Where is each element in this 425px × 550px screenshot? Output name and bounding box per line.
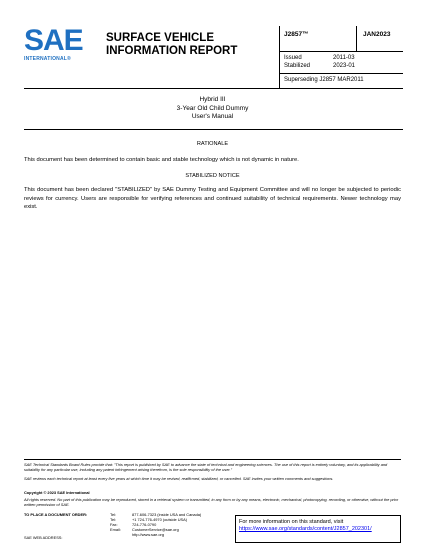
rights-text: All rights reserved. No part of this publication may be reproduced, stored in a retrieval system or transmitted, in any form or by any means, electronic, mechanical, photocopying, recording, or otherwise, without the prior written permission of SAE.: [24, 497, 399, 507]
contact-value-2: 724-776-0790: [132, 522, 157, 527]
more-info-link[interactable]: https://www.sae.org/standards/content/J2857_202301/: [239, 526, 372, 532]
document-title: [100, 96, 325, 122]
technical-standards-text: SAE Technical Standards Board Rules provide that: "This report is published by SAE to advance the state of technical and engineering sciences. The use of this report is entirely voluntary, and its applicability and suitability for any particular use, including any patent infringement arising therefrom, is the sole responsibility of the user.": [24, 462, 388, 472]
contact-value-4[interactable]: http://www.sae.org: [132, 532, 165, 537]
stabilized-value: 2023-01: [333, 63, 356, 69]
review-policy-text: SAE reviews each technical report at least every five years at which time it may be revised, reaffirmed, stabilized, or cancelled. SAE invites your written comments and suggestions.: [24, 476, 334, 481]
report-type-line2: INFORMATION REPORT: [106, 45, 238, 57]
issued-value: 2011-03: [333, 55, 355, 61]
title-line2: 3-Year Old Child Dummy: [176, 104, 249, 112]
more-info-text: For more information on this standard, visit: [239, 519, 344, 525]
order-label: TO PLACE A DOCUMENT ORDER:: [24, 512, 88, 517]
title-line1: Hybrid III: [199, 96, 226, 103]
contact-value-3[interactable]: CustomerService@sae.org: [132, 527, 179, 532]
header-divider-2: [356, 26, 357, 51]
rationale-heading: RATIONALE: [196, 141, 229, 147]
contact-label-3: Email:: [110, 527, 121, 532]
rationale-text: This document has been determined to contain basic and stable technology which is not dynamic in nature.: [24, 157, 299, 163]
logo-subtext: INTERNATIONAL®: [24, 56, 71, 62]
title-line3: User's Manual: [191, 113, 234, 120]
contact-value-1: +1 724-776-4970 (outside USA): [132, 517, 188, 522]
contact-value-0: 877-606-7323 (inside USA and Canada): [132, 512, 202, 517]
issued-label: Issued: [284, 55, 302, 61]
report-type: [106, 32, 237, 58]
title-rule: [24, 129, 403, 130]
web-address-label: SAE WEB ADDRESS:: [24, 535, 63, 540]
header-rule-2: [279, 73, 403, 74]
copyright-text: Copyright © 2023 SAE International: [24, 490, 90, 495]
contact-label-0: Tel:: [110, 512, 117, 517]
header-rule-3: [24, 88, 403, 89]
header-rule-1: [279, 51, 403, 52]
report-type-line1: SURFACE VEHICLE: [106, 32, 214, 44]
stabilized-notice-heading: STABILIZED NOTICE: [185, 173, 240, 179]
more-info-text-block: [239, 519, 372, 533]
contact-label-2: Fax:: [110, 522, 118, 527]
header-divider-1: [279, 26, 280, 88]
superseding: Superseding J2857 MAR2011: [284, 77, 364, 83]
revision-date: JAN2023: [363, 31, 391, 38]
more-info-box: [235, 515, 401, 543]
contact-labels: [110, 512, 121, 532]
stabilized-notice-text: This document has been declared "STABILIZED" by SAE Dummy Testing and Equipment Committee and will no longer be subjected to periodic reviews for currency. Users are responsible for verifying references and continued suitability of technical requirements. Newer technology may exist.: [24, 187, 401, 210]
contact-label-1: Tel:: [110, 517, 117, 522]
stabilized-label: Stabilized: [284, 63, 311, 69]
svg-text:SAE: SAE: [24, 26, 83, 54]
document-number: J2857™: [284, 31, 309, 38]
footer-rule: [24, 459, 401, 460]
contact-values: [132, 512, 201, 537]
sae-logo-icon: [24, 26, 90, 54]
sae-logo: [24, 26, 94, 70]
